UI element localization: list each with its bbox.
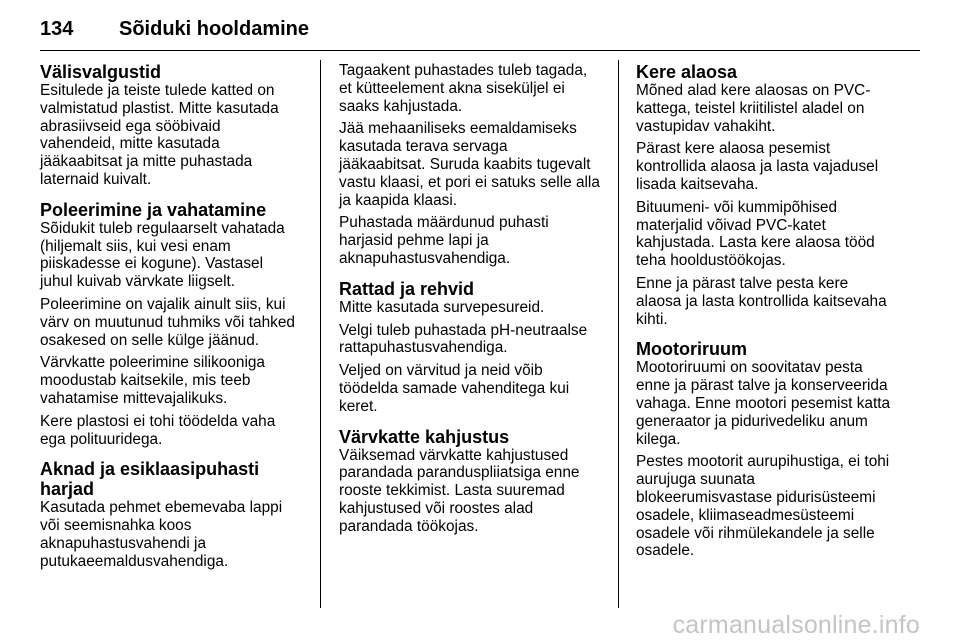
section-heading: Rattad ja rehvid <box>339 278 475 299</box>
text-line: vastu klaasi, et pori ei satuks selle alla <box>339 173 600 191</box>
text-line: Sõidukit tuleb regulaarselt vahatada <box>40 219 285 237</box>
text-line: Enne ja pärast talve pesta kere <box>636 274 849 292</box>
text-line: putukaeemaldusvahendiga. <box>40 552 229 570</box>
text-line: valmistatud plastist. Mitte kasutada <box>40 99 279 117</box>
text-line: Esitulede ja teiste tulede katted on <box>40 82 275 99</box>
page-number: 134 <box>40 18 74 40</box>
paragraph <box>339 214 607 267</box>
text-line: ega polituuridega. <box>40 430 163 448</box>
text-line: parandada paranduspliiatsiga enne <box>339 464 580 482</box>
page-title: Sõiduki hooldamine <box>119 18 310 40</box>
text-line: rattapuhastusvahendiga. <box>339 339 508 357</box>
text-column-right <box>636 62 904 560</box>
text-line: kahjustada. Lasta kere alaosa tööd <box>636 234 875 252</box>
paragraph <box>636 82 904 135</box>
text-line: osakesed on selle külge jäänud. <box>40 331 260 349</box>
text-line: blokeerumisvastase pidurisüsteemi <box>636 488 876 506</box>
text-line: Pestes mootorit aurupihustiga, ei tohi <box>636 453 890 471</box>
section-heading: Aknad ja esiklaasipuhasti harjad <box>40 459 260 500</box>
text-column-left <box>40 62 308 571</box>
text-line: kahjustused või roostes alad <box>339 499 534 517</box>
text-line: lisada kaitsevaha. <box>636 175 759 193</box>
text-line: kilega. <box>636 430 681 448</box>
paragraph <box>636 275 904 328</box>
text-line: kattega, teistel kriitilistel aladel on <box>636 99 865 117</box>
text-line: Tagaakent puhastades tuleb tagada, <box>339 62 588 79</box>
text-line: osadele. <box>636 542 695 560</box>
paragraph <box>636 453 904 560</box>
section-continued <box>339 62 607 268</box>
text-line: Mootoriruumi on soovitatav pesta <box>636 359 863 377</box>
text-line: töödelda samade vahenditega kui <box>339 379 570 397</box>
text-line: Mõned alad kere alaosas on PVC- <box>636 82 871 99</box>
text-line: osadele, kliimaseadmesüsteemi <box>636 506 855 524</box>
text-line: aknapuhastusvahendiga. <box>339 249 511 267</box>
paragraph <box>339 362 607 415</box>
text-line: Kere plastosi ei tohi töödelda vaha <box>40 412 276 430</box>
text-line: abrasiivseid ega sööbivaid <box>40 117 221 135</box>
text-line: Mitte kasutada survepesureid. <box>339 298 545 316</box>
text-line: harjasid pehme lapi ja <box>339 232 489 250</box>
text-line: jääkaabitsat ja mitte puhastada <box>40 153 253 171</box>
paragraph <box>636 199 904 270</box>
text-line: Kasutada pehmet ebemevaba lappi <box>40 499 283 517</box>
paragraph <box>40 82 308 189</box>
text-line: aknapuhastusvahendi ja <box>40 534 207 552</box>
section-heading: Poleerimine ja vahatamine <box>40 199 267 220</box>
section-heading: Kere alaosa <box>636 62 738 82</box>
text-line: vahaga. Enne mootori pesemist katta <box>636 394 891 412</box>
section-varvkatte-kahjustus <box>339 427 607 536</box>
column-divider <box>320 60 321 608</box>
paragraph <box>339 62 607 115</box>
column-divider <box>618 60 619 608</box>
paragraph <box>339 447 607 536</box>
paragraph <box>636 140 904 193</box>
section-kere-alaosa <box>636 62 904 328</box>
paragraph <box>636 359 904 448</box>
text-line: materjalid võivad PVC-katet <box>636 216 826 234</box>
paragraph <box>339 322 607 358</box>
paragraph <box>40 296 308 349</box>
text-line: ja kaapida klaasi. <box>339 191 458 209</box>
text-line: Väiksemad värvkatte kahjustused <box>339 446 569 464</box>
paragraph <box>339 299 607 317</box>
text-line: või seemisnahka koos <box>40 517 192 535</box>
section-mootoriruum <box>636 339 904 560</box>
text-line: rooste tekkimist. Lasta suuremad <box>339 482 565 500</box>
text-line: piiskadesse ei kogune). Vastasel <box>40 255 264 273</box>
paragraph <box>40 354 308 407</box>
text-line: kihti. <box>636 310 668 328</box>
text-line: keret. <box>339 397 378 415</box>
text-line: Poleerimine on vajalik ainult siis, kui <box>40 295 286 313</box>
section-valisvalgustid <box>40 62 308 189</box>
text-line: enne ja pärast talve ja konserveerida <box>636 377 888 395</box>
text-line: teha hooldustöökojas. <box>636 252 786 270</box>
section-poleerimine-ja-vahatamine <box>40 200 308 449</box>
section-rattad-ja-rehvid <box>339 279 607 416</box>
text-line: generaator ja pidurivedeliku anum <box>636 412 868 430</box>
text-line: Pärast kere alaosa pesemist <box>636 140 831 158</box>
text-line: et kütteelement akna siseküljel ei <box>339 79 565 97</box>
paragraph <box>40 413 308 449</box>
text-line: laternaid kuivalt. <box>40 170 152 188</box>
text-line: vastupidav vahakiht. <box>636 117 776 135</box>
text-line: aurujuga suunata <box>636 471 755 489</box>
paragraph <box>40 220 308 291</box>
text-line: kasutada terava servaga <box>339 138 508 156</box>
text-line: osadele või rihmülekandele ja selle <box>636 524 875 542</box>
paragraph <box>339 120 607 209</box>
text-line: moodustab kaitsekile, mis teeb <box>40 372 251 390</box>
text-column-middle <box>339 62 607 536</box>
text-line: värv on muutunud tuhmiks või tahked <box>40 313 295 331</box>
section-heading: Välisvalgustid <box>40 62 162 82</box>
text-line: Värvkatte poleerimine silikooniga <box>40 354 265 372</box>
text-line: jääkaabitsat. Suruda kaabits tugevalt <box>339 155 591 173</box>
page-header <box>40 14 920 51</box>
text-line: alaosa ja lasta kontrollida kaitsevaha <box>636 292 887 310</box>
text-line: parandada töökojas. <box>339 517 479 535</box>
watermark: carmanualsonline.info <box>672 611 920 639</box>
text-line: saaks kahjustada. <box>339 97 463 115</box>
text-line: vahendeid, mitte kasutada <box>40 135 220 153</box>
section-aknad-ja-esiklaasipuhasti-harjad <box>40 459 308 570</box>
text-line: vahatamise mittevajalikuks. <box>40 389 228 407</box>
text-line: Puhastada määrdunud puhasti <box>339 214 549 232</box>
text-line: juhul kuivab värvkate liigselt. <box>40 273 236 291</box>
section-heading: Värvkatte kahjustus <box>339 426 510 447</box>
text-line: Velgi tuleb puhastada pH-neutraalse <box>339 321 588 339</box>
text-line: Bituumeni- või kummipõhised <box>636 198 838 216</box>
text-line: Jää mehaaniliseks eemaldamiseks <box>339 120 577 138</box>
paragraph <box>40 499 308 570</box>
text-line: Veljed on värvitud ja neid võib <box>339 362 543 380</box>
text-line: (hiljemalt siis, kui vesi enam <box>40 237 231 255</box>
text-line: kontrollida alaosa ja lasta vajadusel <box>636 158 879 176</box>
section-heading: Mootoriruum <box>636 339 747 360</box>
